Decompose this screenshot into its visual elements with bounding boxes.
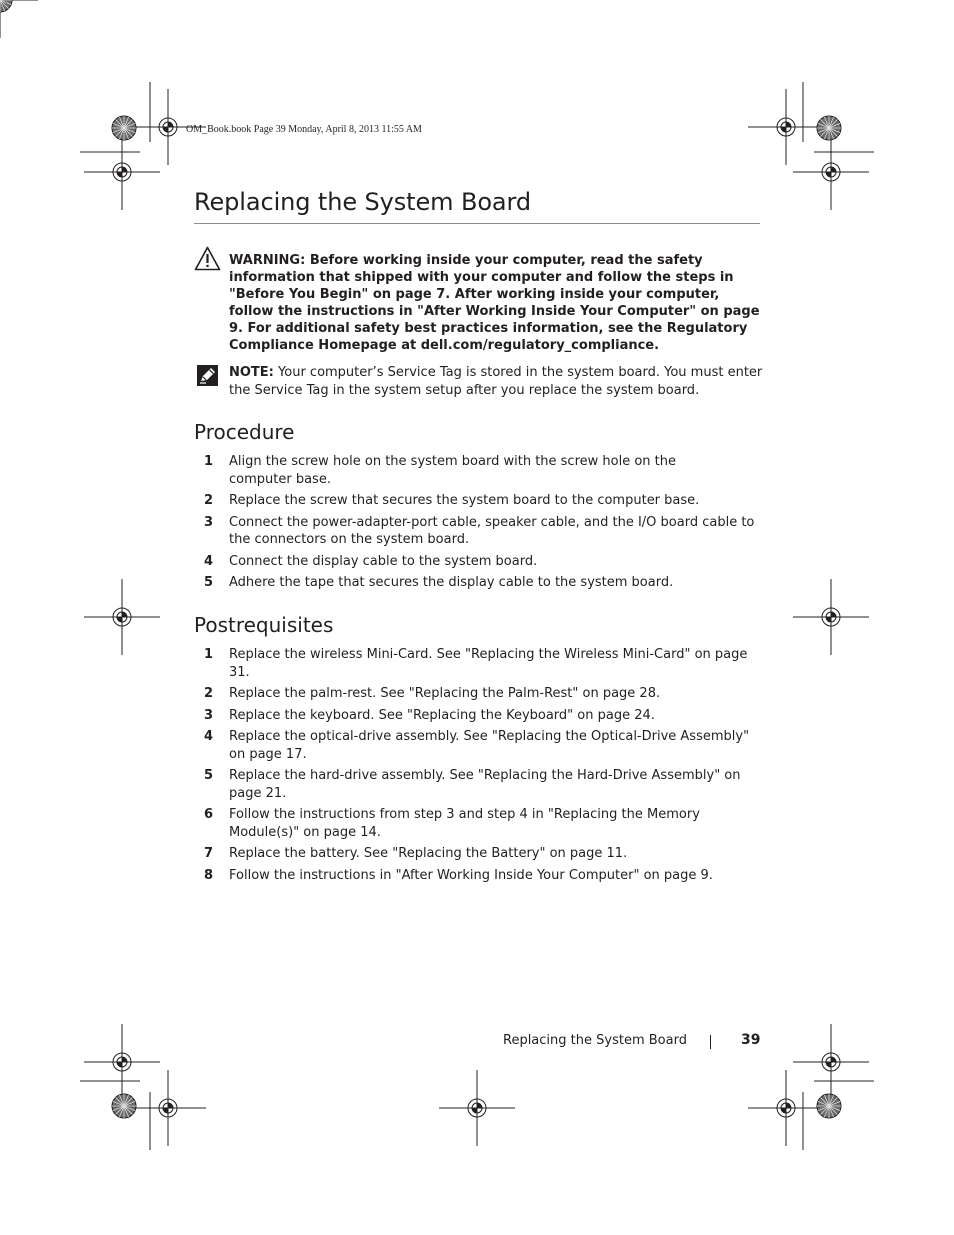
step-text: Align the screw hole on the system board with the screw hole on the computer base. [229,454,676,487]
procedure-heading: Procedure [194,420,295,444]
postrequisites-list [204,646,766,888]
step-text: Follow the instructions from step 3 and step 4 in "Replacing the Memory Module(s)" on page 14. [229,807,700,840]
page-title: Replacing the System Board [194,188,531,216]
print-color-wheel-icon [112,1094,136,1118]
list-item [204,867,766,885]
warning-triangle-icon [194,246,221,271]
title-divider [194,223,760,224]
footer-section-title: Replacing the System Board [503,1033,687,1048]
step-number: 8 [204,867,214,883]
list-item [204,728,766,763]
list-item [204,646,766,681]
procedure-list [204,453,766,596]
list-item [204,453,766,488]
list-item [204,707,766,725]
registration-mark-icon [84,134,160,210]
step-number: 2 [204,493,214,508]
registration-mark-icon [84,1024,160,1100]
print-color-wheel-icon [112,116,136,140]
list-item [204,553,766,571]
list-item [204,806,766,841]
step-number: 5 [204,768,214,783]
step-text: Follow the instructions in "After Working Inside Your Computer" on page 9. [229,867,713,883]
registration-mark-icon [130,1070,206,1146]
step-number: 5 [204,575,214,590]
step-number: 6 [204,807,214,822]
registration-mark-icon [793,1024,869,1100]
step-number: 1 [204,454,214,469]
footer-separator [710,1035,711,1049]
registration-mark-icon [793,579,869,655]
list-item [204,767,766,802]
registration-mark-icon [793,134,869,210]
step-text: Replace the screw that secures the system board to the computer base. [229,493,700,508]
page-number: 39 [741,1032,761,1048]
print-slug: OM_Book.book Page 39 Monday, April 8, 2013 11:55 AM [186,124,422,135]
registration-mark-icon [84,579,160,655]
list-item [204,514,766,549]
print-color-wheel-icon [817,1094,841,1118]
step-text: Replace the palm-rest. See "Replacing the Palm-Rest" on page 28. [229,686,661,701]
print-color-wheel-icon [817,116,841,140]
step-text: Replace the optical-drive assembly. See "Replacing the Optical-Drive Assembly" on page 17. [229,729,750,762]
list-item [204,492,766,510]
step-number: 3 [204,707,214,723]
note-body: Your computer’s Service Tag is stored in the system board. You must enter the Service Tag in the system setup after you replace the system board. [229,365,763,398]
registration-mark-icon [748,89,824,165]
step-number: 1 [204,647,214,662]
list-item [204,845,766,863]
step-number: 4 [204,553,214,569]
list-item [204,574,766,592]
step-text: Adhere the tape that secures the display cable to the system board. [229,575,674,590]
postrequisites-heading: Postrequisites [194,613,334,637]
step-number: 4 [204,729,214,744]
registration-mark-icon [439,1070,515,1146]
note-label: NOTE: [229,365,274,380]
step-text: Replace the hard-drive assembly. See "Replacing the Hard-Drive Assembly" on page 21. [229,768,741,801]
note-text [229,364,764,399]
warning-text: WARNING: Before working inside your computer, read the safety information that shipped with your computer and follow the steps in "Before You Begin" on page 7. After working inside your computer, follow the instructions in "After Working Inside Your Computer" on page 9. For additional safety best practices information, see the Regulatory Compliance Homepage at dell.com/regulatory_compliance. [229,253,760,353]
note-pencil-icon [197,365,218,386]
step-text: Connect the power-adapter-port cable, speaker cable, and the I/O board cable to the connectors on the system board. [229,514,755,547]
registration-mark-icon [748,1070,824,1146]
step-text: Connect the display cable to the system board. [229,553,538,569]
print-color-wheel-icon [0,0,12,12]
step-number: 3 [204,514,214,530]
step-text: Replace the keyboard. See "Replacing the Keyboard" on page 24. [229,707,655,723]
list-item [204,685,766,703]
step-text: Replace the wireless Mini-Card. See "Replacing the Wireless Mini-Card" on page 31. [229,647,748,680]
step-text: Replace the battery. See "Replacing the Battery" on page 11. [229,846,628,861]
step-number: 2 [204,686,214,701]
step-number: 7 [204,846,214,861]
